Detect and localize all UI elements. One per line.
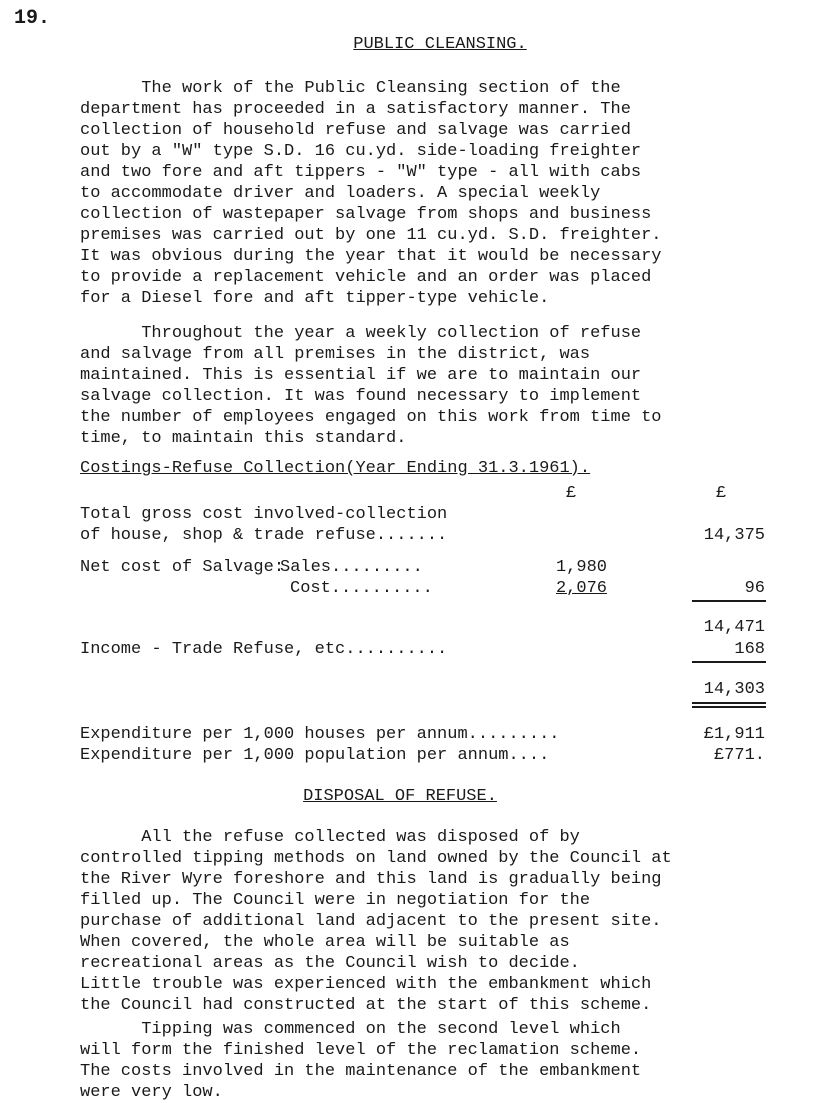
gross-cost-value: 14,375	[703, 526, 765, 545]
section-heading-public-cleansing: PUBLIC CLEANSING.	[353, 35, 527, 54]
paragraph-disposal-2: Tipping was commenced on the second level which will form the finished level of the reclamation scheme. The costs involved in the maintenance of the embankment were very low.	[80, 1020, 642, 1102]
subtotal-rule	[692, 600, 766, 602]
costings-title: Costings-Refuse Collection(Year Ending 31.3.1961).	[80, 459, 591, 478]
cost-value: 2,076	[555, 579, 607, 598]
expenditure-houses-label: Expenditure per 1,000 houses per annum.........	[80, 725, 560, 744]
paragraph-public-cleansing-2: Throughout the year a weekly collection of refuse and salvage from all premises in the district, was maintained. This is essential if we are to maintain our salvage collection. It was found necessary to implement the number of employees engaged on this work from time to time, to maintain this standard.	[80, 324, 662, 448]
expenditure-population-value: £771.	[713, 746, 765, 765]
costings-col2-header: £	[716, 484, 727, 503]
paragraph-public-cleansing-1: The work of the Public Cleansing section of the department has proceeded in a satisfactory manner. The collection of household refuse and salvage was carried out by a "W" type S.D. 16 cu.yd. side-loading freighter and two fore and aft tippers - "W" type - all with cabs to accommodate driver and loaders. A special weekly collection of wastepaper salvage from shops and business premises was carried out by one 11 cu.yd. S.D. freighter. It was obvious during the year that it would be necessary to provide a replacement vehicle and an order was placed for a Diesel fore and aft tipper-type vehicle.	[80, 79, 662, 308]
costings-col1-header: £	[566, 484, 577, 503]
cost-label: Cost..........	[290, 579, 433, 598]
gross-cost-label: Total gross cost involved-collection of house, shop & trade refuse.......	[80, 505, 448, 545]
salvage-net-value: 96	[744, 579, 765, 598]
income-label: Income - Trade Refuse, etc..........	[80, 640, 448, 659]
expenditure-population-label: Expenditure per 1,000 population per annum....	[80, 746, 550, 765]
total-double-rule-bottom	[692, 706, 766, 708]
sales-label: Sales.........	[280, 558, 423, 577]
page-number: 19.	[14, 7, 51, 30]
total-rule	[692, 661, 766, 663]
subtotal-value: 14,471	[703, 618, 765, 637]
sales-value: 1,980	[555, 558, 607, 577]
section-heading-disposal: DISPOSAL OF REFUSE.	[303, 787, 497, 806]
total-double-rule-top	[692, 702, 766, 704]
income-value: 168	[734, 640, 765, 659]
expenditure-houses-value: £1,911	[703, 725, 765, 744]
total-value: 14,303	[703, 680, 765, 699]
net-salvage-label: Net cost of Salvage:	[80, 558, 285, 577]
paragraph-disposal-1: All the refuse collected was disposed of by controlled tipping methods on land owned by the Council at the River Wyre foreshore and this land is gradually being filled up. The Council were in negotiation for the purchase of additional land adjacent to the present site. When covered, the whole area will be suitable as recreational areas as the Council wish to decide. Little trouble was experienced with the embankment which the Council had constructed at the start of this scheme.	[80, 828, 672, 1015]
